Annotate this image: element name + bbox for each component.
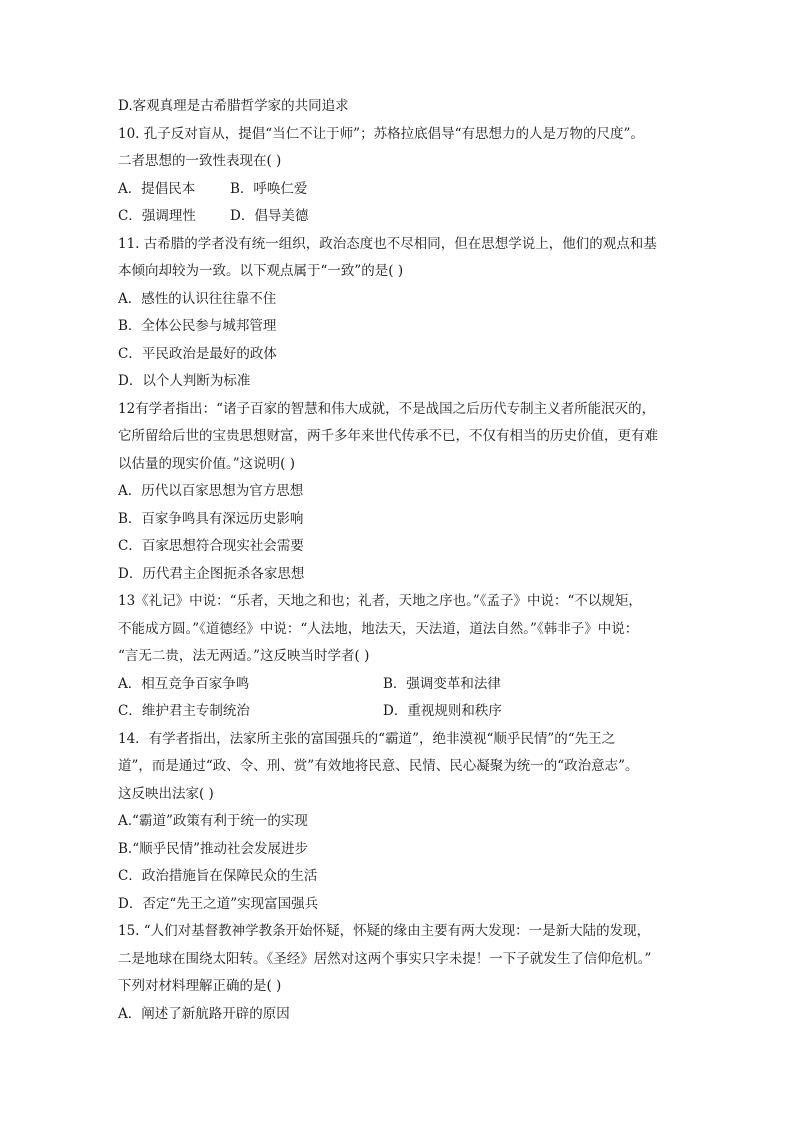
q14-option-b: B.“顺乎民情”推动社会发展进步 <box>118 840 309 857</box>
q10-options-row-1 <box>118 176 680 204</box>
q11-option-a: A．感性的认识往往靠不住 <box>118 290 277 307</box>
q12-stem-line-3: 以估量的现实价值。”这说明( ) <box>118 455 295 472</box>
q15-stem-line-2: 二是地球在围绕太阳转。《圣经》居然对这两个事实只字未提！一下子就发生了信仰危机。” <box>118 950 652 967</box>
q14-option-a: A.“霸道”政策有利于统一的实现 <box>118 813 308 829</box>
q11-option-c: C．平民政治是最好的政体 <box>118 345 277 362</box>
q11-stem-line-2: 本倾向却较为一致。以下观点属于“一致”的是( ) <box>118 263 404 279</box>
q10-option-a: A．提倡民本 <box>118 180 196 197</box>
q11-option-d: D．以个人判断为标准 <box>118 373 251 389</box>
q15-stem-line-3: 下列对材料理解正确的是( ) <box>118 978 282 994</box>
exam-page <box>118 93 680 1028</box>
q13-stem-line-1: 13《礼记》中说：“乐者，天地之和也；礼者，天地之序也。”《孟子》中说：“不以规矩， <box>118 593 642 609</box>
question-13 <box>118 588 680 726</box>
q13-stem-line-3: “言无二贵，法无两适。”这反映当时学者( ) <box>118 648 370 664</box>
q14-option-d: D．否定“先王之道”实现富国强兵 <box>118 895 319 912</box>
q14-stem-line-1: 14．有学者指出，法家所主张的富国强兵的“霸道”，绝非漠视“顺乎民情”的“先王之 <box>118 730 616 747</box>
q10-option-c: C．强调理性 <box>118 208 196 224</box>
q14-stem-line-3: 这反映出法家( ) <box>118 785 214 802</box>
q13-stem-line-2: 不能成方圆。”《道德经》中说：“人法地，地法天，天法道，道法自然。”《韩非子》中说： <box>118 620 639 637</box>
question-15 <box>118 918 680 1028</box>
q10-stem-line-2: 二者思想的一致性表现在( ) <box>118 153 282 169</box>
q10-stem-line-1: 10. 孔子反对盲从，提倡“当仁不让于师”；苏格拉底倡导“有思想力的人是万物的尺度”。 <box>118 125 644 142</box>
q15-option-a: A．阐述了新航路开辟的原因 <box>118 1005 290 1022</box>
q13-option-c: C．维护君主专制统治 <box>118 703 250 719</box>
q11-stem-line-1: 11. 古希腊的学者没有统一组织，政治态度也不尽相同，但在思想学说上，他们的观点和基 <box>118 235 657 252</box>
question-12 <box>118 396 680 589</box>
q12-option-c: C．百家思想符合现实社会需要 <box>118 538 304 554</box>
q15-stem-line-1: 15. “人们对基督教神学教条开始怀疑，怀疑的缘由主要有两大发现：一是新大陆的发现， <box>118 923 651 939</box>
q10-option-b: B．呼唤仁爱 <box>230 180 308 197</box>
q10-options-row-2 <box>118 203 680 231</box>
q12-stem-line-2: 它所留给后世的宝贵思想财富，两千多年来世代传承不已，不仅有相当的历史价值，更有难 <box>118 428 658 444</box>
question-10 <box>118 121 680 231</box>
q12-option-a: A．历代以百家思想为官方思想 <box>118 483 304 499</box>
q10-option-d: D．倡导美德 <box>230 208 309 224</box>
q13-option-d: D．重视规则和秩序 <box>383 703 502 719</box>
q14-option-c: C．政治措施旨在保障民众的生活 <box>118 868 318 884</box>
q13-option-a: A．相互竞争百家争鸣 <box>118 675 250 692</box>
q13-option-b: B．强调变革和法律 <box>383 675 501 692</box>
q11-option-b: B．全体公民参与城邦管理 <box>118 318 277 334</box>
q12-stem-line-1: 12有学者指出：“诸子百家的智慧和伟大成就，不是战国之后历代专制主义者所能泯灭的， <box>118 400 656 417</box>
q13-options-row-2 <box>118 698 680 726</box>
q12-option-d: D．历代君主企图扼杀各家思想 <box>118 565 305 582</box>
q12-option-b: B．百家争鸣具有深远历史影响 <box>118 510 304 527</box>
q9-option-d: D.客观真理是古希腊哲学家的共同追求 <box>118 98 349 114</box>
question-11 <box>118 231 680 396</box>
q14-stem-line-2: 道”，而是通过“政、令、刑、赏”有效地将民意、民情、民心凝聚为统一的“政治意志”。 <box>118 758 639 774</box>
q13-options-row-1 <box>118 671 680 699</box>
question-14 <box>118 726 680 919</box>
